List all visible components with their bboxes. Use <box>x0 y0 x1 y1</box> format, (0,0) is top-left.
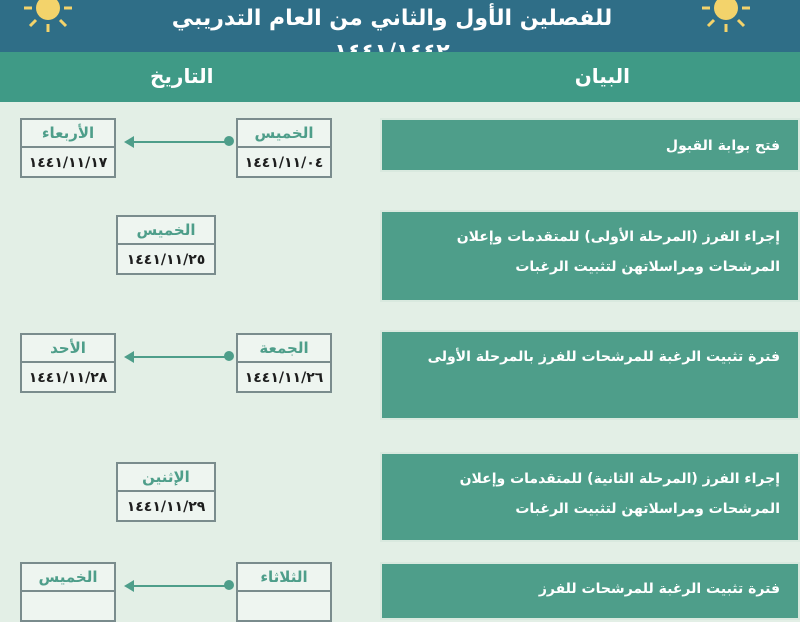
title-banner <box>0 0 800 52</box>
row-description: فترة تثبيت الرغبة للمرشحات للفرز بالمرحلة الأولى <box>380 330 800 420</box>
sun-icon <box>700 0 752 34</box>
row-description: إجراء الفرز (المرحلة الأولى) للمتقدمات وإعلان المرشحات ومراسلاتهن لتثبيت الرغبات <box>380 210 800 302</box>
end-date-card <box>20 562 116 622</box>
start-date-value <box>238 592 330 622</box>
row-description: فتح بوابة القبول <box>380 118 800 172</box>
description-column-header: البيان <box>574 64 630 88</box>
row-description: فترة تثبيت الرغبة للمرشحات للفرز <box>380 562 800 620</box>
page-title: للفصلين الأول والثاني من العام التدريبي <box>171 6 613 31</box>
range-arrow <box>130 141 228 143</box>
date-column-header: التاريخ <box>150 64 214 88</box>
start-date-value: ١٤٤١/١١/٠٤ <box>244 155 324 171</box>
end-date-card <box>20 333 116 393</box>
start-day-label: الخميس <box>238 120 330 148</box>
start-date-value: ١٤٤١/١١/٢٦ <box>244 370 324 386</box>
start-date-card <box>236 562 332 622</box>
single-date-card <box>116 462 216 522</box>
single-date-value: ١٤٤١/١١/٢٥ <box>126 252 206 268</box>
end-date-value <box>22 592 114 622</box>
sun-icon <box>22 0 74 34</box>
end-day-label: الخميس <box>22 564 114 592</box>
end-day-label: الأربعاء <box>22 120 114 148</box>
single-date-value: ١٤٤١/١١/٢٩ <box>126 499 206 515</box>
end-date-card <box>20 118 116 178</box>
single-day-label: الخميس <box>118 217 214 245</box>
single-day-label: الإثنين <box>118 464 214 492</box>
row-description: إجراء الفرز (المرحلة الثانية) للمتقدمات وإعلان المرشحات ومراسلاتهن لتثبيت الرغبات <box>380 452 800 542</box>
column-header-bar <box>0 52 800 102</box>
end-date-value: ١٤٤١/١١/٢٨ <box>28 370 108 386</box>
range-arrow <box>130 356 228 358</box>
start-date-card <box>236 118 332 178</box>
single-date-card <box>116 215 216 275</box>
range-arrow <box>130 585 228 587</box>
start-day-label: الثلاثاء <box>238 564 330 592</box>
end-day-label: الأحد <box>22 335 114 363</box>
end-date-value: ١٤٤١/١١/١٧ <box>28 155 108 171</box>
start-day-label: الجمعة <box>238 335 330 363</box>
start-date-card <box>236 333 332 393</box>
